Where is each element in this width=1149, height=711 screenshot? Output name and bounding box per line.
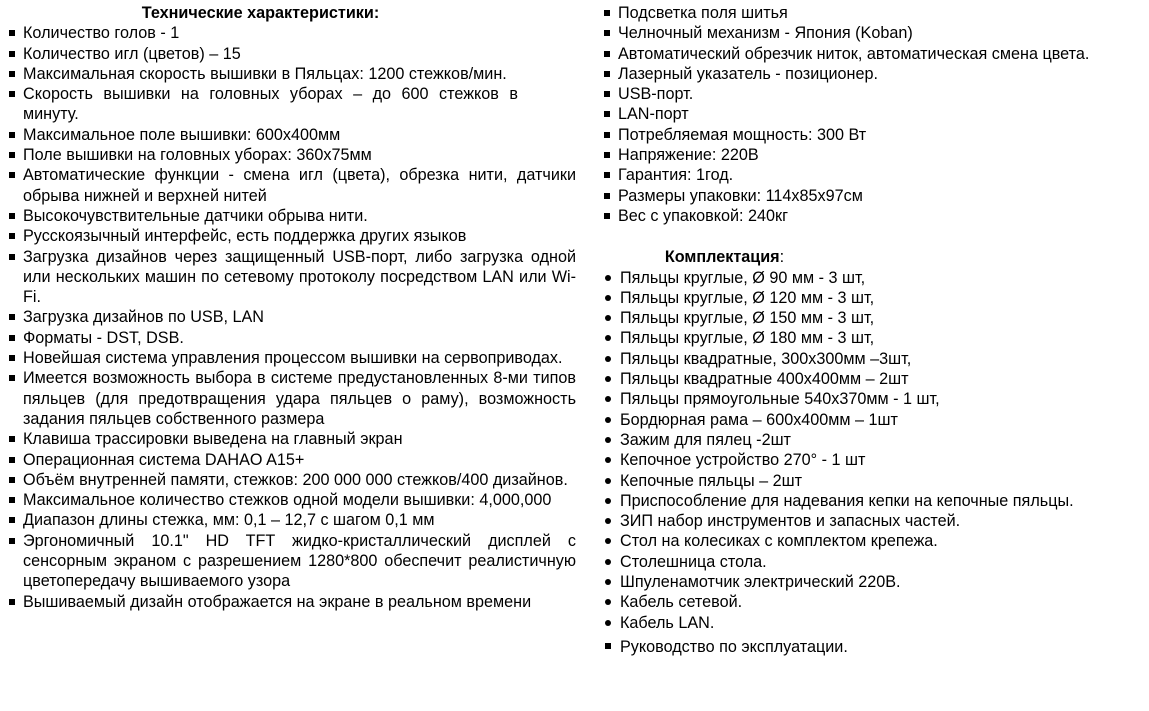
specs-list — [8, 23, 576, 612]
list-item: Подсветка поля шитья — [603, 3, 1143, 23]
list-item: Стол на колесиках с комплектом крепежа. — [603, 531, 1143, 551]
square-bullet-icon — [604, 51, 610, 57]
list-item: Клавиша трассировки выведена на главный экран — [8, 429, 576, 449]
round-bullet-icon — [605, 559, 611, 565]
square-bullet-icon — [604, 172, 610, 178]
list-item: Пяльцы круглые, Ø 120 мм - 3 шт, — [603, 288, 1143, 308]
square-bullet-icon — [9, 497, 15, 503]
list-item: Пяльцы прямоугольные 540х370мм - 1 шт, — [603, 389, 1143, 409]
list-item: Пяльцы квадратные, 300х300мм –3шт, — [603, 349, 1143, 369]
list-item: Максимальная скорость вышивки в Пяльцах: 1200 стежков/мин. — [8, 64, 576, 84]
list-item: Кепочное устройство 270° - 1 шт — [603, 450, 1143, 470]
list-item: Количество голов - 1 — [8, 23, 576, 43]
list-item: Кабель LAN. — [603, 613, 1143, 633]
round-bullet-icon — [605, 376, 611, 382]
list-item: Форматы - DST, DSB. — [8, 328, 576, 348]
specs-column-left — [8, 3, 576, 612]
square-bullet-icon — [604, 152, 610, 158]
round-bullet-icon — [605, 356, 611, 362]
round-bullet-icon — [605, 295, 611, 301]
list-item: Гарантия: 1год. — [603, 165, 1143, 185]
list-item: Пяльцы круглые, Ø 90 мм - 3 шт, — [603, 268, 1143, 288]
list-item: Русскоязычный интерфейс, есть поддержка других языков — [8, 226, 576, 246]
round-bullet-icon — [605, 417, 611, 423]
list-item: Количество игл (цветов) – 15 — [8, 44, 576, 64]
square-bullet-icon — [604, 30, 610, 36]
square-bullet-icon — [604, 193, 610, 199]
square-bullet-icon — [9, 457, 15, 463]
square-bullet-icon — [9, 172, 15, 178]
round-bullet-icon — [605, 498, 611, 504]
list-item: Вес с упаковкой: 240кг — [603, 206, 1143, 226]
round-bullet-icon — [605, 396, 611, 402]
list-item: Напряжение: 220В — [603, 145, 1143, 165]
square-bullet-icon — [605, 643, 611, 649]
list-item: Зажим для пялец -2шт — [603, 430, 1143, 450]
round-bullet-icon — [605, 315, 611, 321]
list-item: Автоматический обрезчик ниток, автоматическая смена цвета. — [603, 44, 1143, 64]
square-bullet-icon — [9, 30, 15, 36]
list-item: Руководство по эксплуатации. — [603, 637, 1143, 657]
round-bullet-icon — [605, 518, 611, 524]
kit-heading: Комплектация: — [664, 248, 785, 267]
list-item: ЗИП набор инструментов и запасных частей. — [603, 511, 1143, 531]
square-bullet-icon — [604, 132, 610, 138]
square-bullet-icon — [604, 71, 610, 77]
square-bullet-icon — [604, 91, 610, 97]
list-item: Загрузка дизайнов по USB, LAN — [8, 307, 576, 327]
list-item: Потребляемая мощность: 300 Вт — [603, 125, 1143, 145]
round-bullet-icon — [605, 275, 611, 281]
square-bullet-icon — [9, 599, 15, 605]
specs-list-continued — [603, 3, 1143, 226]
list-item: LAN-порт — [603, 104, 1143, 124]
list-item: Максимальное поле вышивки: 600х400мм — [8, 125, 576, 145]
list-item: Новейшая система управления процессом вышивки на сервоприводах. — [8, 348, 576, 368]
square-bullet-icon — [9, 314, 15, 320]
square-bullet-icon — [9, 355, 15, 361]
square-bullet-icon — [9, 233, 15, 239]
square-bullet-icon — [9, 517, 15, 523]
list-item: Пяльцы круглые, Ø 180 мм - 3 шт, — [603, 328, 1143, 348]
list-item: Имеется возможность выбора в системе предустановленных 8-ми типов пяльцев (для предотвращения удара пяльцев о раму), возможность задания пяльцев собственного размера — [8, 368, 576, 429]
round-bullet-icon — [605, 478, 611, 484]
list-item: Эргономичный 10.1" HD TFT жидко-кристаллический дисплей с сенсорным экраном с разрешением 1280*800 обеспечит реалистичную цветопередачу вышиваемого узора — [8, 531, 576, 592]
list-item: Объём внутренней памяти, стежков: 200 000 000 стежков/400 дизайнов. — [8, 470, 576, 490]
list-item: Скорость вышивки на головных уборах – до 600 стежков в минуту. — [8, 84, 576, 125]
list-item: USB-порт. — [603, 84, 1143, 104]
list-item: Челночный механизм - Япония (Koban) — [603, 23, 1143, 43]
specs-column-right — [603, 3, 1143, 657]
list-item: Кабель сетевой. — [603, 592, 1143, 612]
square-bullet-icon — [604, 111, 610, 117]
round-bullet-icon — [605, 335, 611, 341]
square-bullet-icon — [9, 335, 15, 341]
square-bullet-icon — [604, 10, 610, 16]
list-item: Столешница стола. — [603, 552, 1143, 572]
list-item: Лазерный указатель - позиционер. — [603, 64, 1143, 84]
list-item: Операционная система DAHAO A15+ — [8, 450, 576, 470]
square-bullet-icon — [9, 477, 15, 483]
list-item: Поле вышивки на головных уборах: 360х75мм — [8, 145, 576, 165]
list-item: Шпуленамотчик электрический 220В. — [603, 572, 1143, 592]
list-item: Приспособление для надевания кепки на кепочные пяльцы. — [603, 491, 1143, 511]
square-bullet-icon — [9, 254, 15, 260]
list-item: Максимальное количество стежков одной модели вышивки: 4,000,000 — [8, 490, 576, 510]
list-item: Пяльцы квадратные 400х400мм – 2шт — [603, 369, 1143, 389]
square-bullet-icon — [604, 213, 610, 219]
list-item: Вышиваемый дизайн отображается на экране в реальном времени — [8, 592, 576, 612]
round-bullet-icon — [605, 457, 611, 463]
round-bullet-icon — [605, 599, 611, 605]
square-bullet-icon — [9, 51, 15, 57]
round-bullet-icon — [605, 620, 611, 626]
list-item: Высокочувствительные датчики обрыва нити. — [8, 206, 576, 226]
list-item: Автоматические функции - смена игл (цвета), обрезка нити, датчики обрыва нижней и верхней нитей — [8, 165, 576, 206]
round-bullet-icon — [605, 538, 611, 544]
list-item: Размеры упаковки: 114х85х97см — [603, 186, 1143, 206]
kit-list — [603, 268, 1143, 658]
list-item: Пяльцы круглые, Ø 150 мм - 3 шт, — [603, 308, 1143, 328]
square-bullet-icon — [9, 91, 15, 97]
square-bullet-icon — [9, 538, 15, 544]
square-bullet-icon — [9, 375, 15, 381]
square-bullet-icon — [9, 71, 15, 77]
round-bullet-icon — [605, 437, 611, 443]
specs-heading: Технические характеристики: — [141, 4, 380, 22]
square-bullet-icon — [9, 213, 15, 219]
square-bullet-icon — [9, 436, 15, 442]
square-bullet-icon — [9, 152, 15, 158]
round-bullet-icon — [605, 579, 611, 585]
list-item: Бордюрная рама – 600х400мм – 1шт — [603, 410, 1143, 430]
square-bullet-icon — [9, 132, 15, 138]
list-item: Кепочные пяльцы – 2шт — [603, 471, 1143, 491]
list-item: Диапазон длины стежка, мм: 0,1 – 12,7 с шагом 0,1 мм — [8, 510, 576, 530]
list-item: Загрузка дизайнов через защищенный USB-порт, либо загрузка одной или нескольких машин по сетевому протоколу посредством LAN или Wi-Fi. — [8, 247, 576, 308]
